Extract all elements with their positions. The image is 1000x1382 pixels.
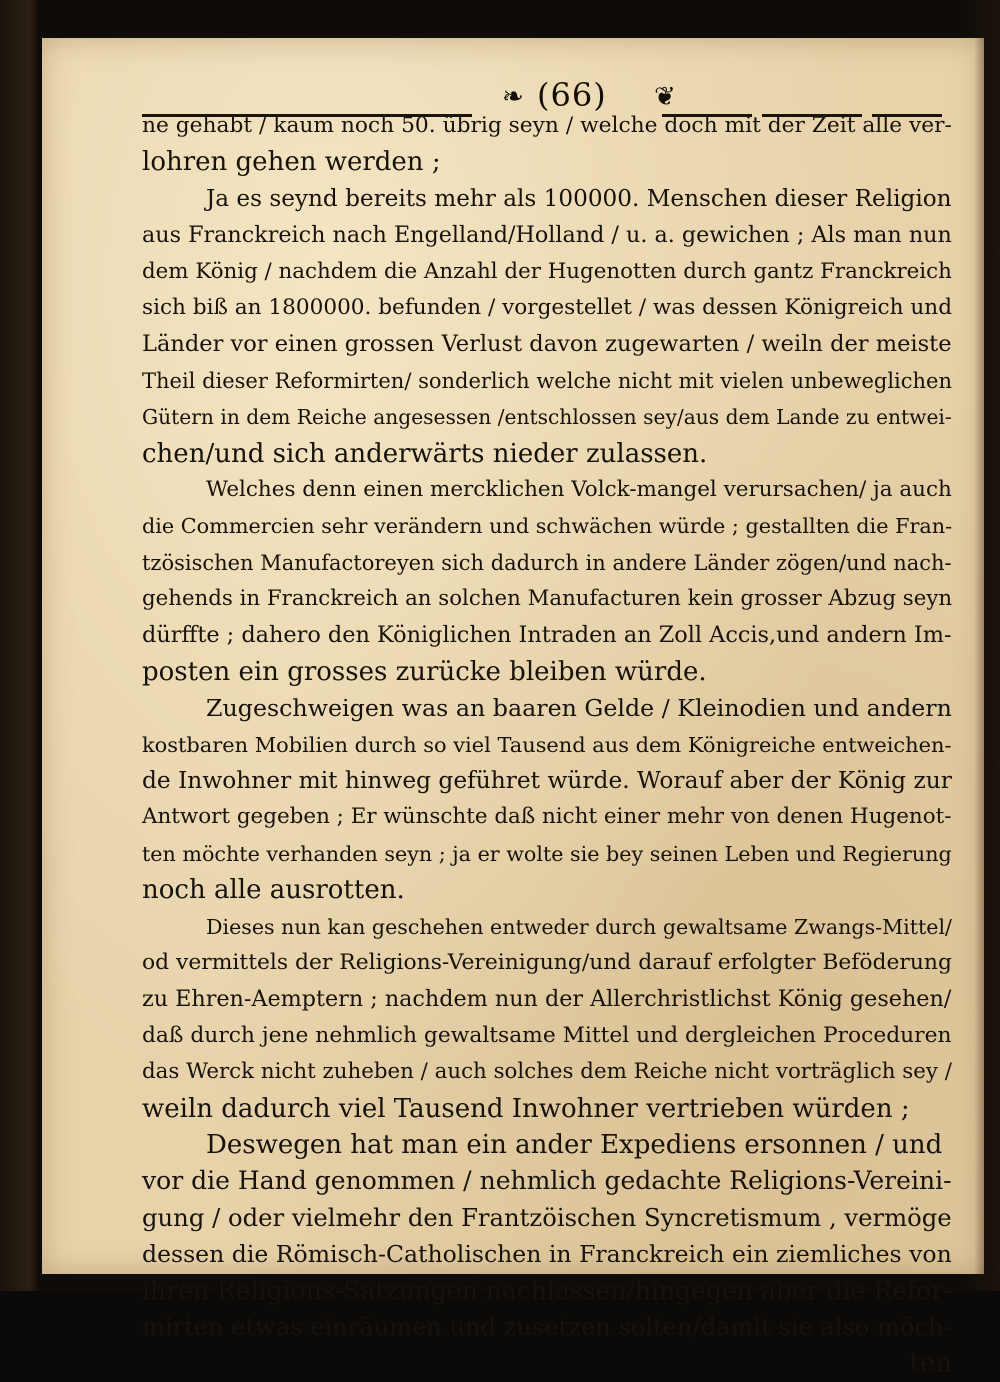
text-line: aus Franckreich nach Engelland/Holland / u. a. gewichen ; Als man nun	[142, 222, 952, 249]
text-line: de Inwohner mit hinweg geführet würde. Worauf aber der König zur	[142, 767, 952, 795]
text-line: od vermittels der Religions-Vereinigung/und darauf erfolgter Beföderung	[142, 949, 952, 975]
text-line: dessen die Römisch-Catholischen in Franckreich ein ziemliches von	[142, 1240, 952, 1269]
text-line: vor die Hand genommen / nehmlich gedachte Religions-Vereini-	[142, 1166, 952, 1196]
text-line: ten möchte verhanden seyn ; ja er wolte sie bey seinen Leben und Regierung	[142, 841, 952, 866]
text-line: Welches denn einen mercklichen Volck-mangel verursachen/ ja auch	[206, 476, 952, 502]
text-line: das Werck nicht zuheben / auch solches dem Reiche nicht vorträglich sey /	[142, 1059, 952, 1085]
text-line: chen/und sich anderwärts nieder zulassen.	[142, 438, 708, 469]
text-line: tzösischen Manufactoreyen sich dadurch in andere Länder zögen/und nach-	[142, 550, 952, 575]
text-line: zu Ehren-Aemptern ; nachdem nun der Allerchristlichst König gesehen/	[142, 986, 952, 1013]
book-page	[42, 38, 984, 1379]
text-line: kostbaren Mobilien durch so viel Tausend aus dem Königreiche entweichen-	[142, 732, 952, 757]
text-line: mirten etwas einräumen und zusetzen solten/damit sie also möch-	[142, 1312, 952, 1341]
text-line: ne gehabt / kaum noch 50. übrig seyn / welche doch mit der Zeit alle ver-	[142, 113, 952, 138]
text-line: Deswegen hat man ein ander Expediens ersonnen / und	[206, 1129, 943, 1160]
text-line: gung / oder vielmehr den Frantzöischen Syncretismum , vermöge	[142, 1202, 952, 1232]
text-line: dem König / nachdem die Anzahl der Hugenotten durch gantz Franckreich	[142, 258, 952, 284]
text-line: dürffte ; dahero den Königlichen Intraden an Zoll Accis,und andern Im-	[142, 622, 952, 649]
text-line: Gütern in dem Reiche angesessen /entschlossen sey/aus dem Lande zu entwei-	[142, 405, 952, 430]
page-number: (66)	[537, 76, 607, 114]
text-line: Theil dieser Reformirten/ sonderlich welche nicht mit vielen unbeweglichen	[142, 368, 953, 393]
page-header	[142, 56, 942, 116]
text-line: die Commercien sehr verändern und schwächen würde ; gestallten die Fran-	[142, 514, 953, 539]
text-line: Dieses nun kan geschehen entweder durch gewaltsame Zwangs-Mittel/	[206, 914, 952, 939]
text-line: Länder vor einen grossen Verlust davon zugewarten / weiln der meiste	[142, 331, 952, 358]
text-line: lohren gehen werden ;	[142, 147, 441, 178]
text-line: ihren Religions-Satzungen nachlassen/hingegen aber die Refor-	[142, 1275, 952, 1305]
text-line: posten ein grosses zurücke bleiben würde.	[142, 656, 707, 687]
text-line: daß durch jene nehmlich gewaltsame Mittel und dergleichen Proceduren	[142, 1022, 952, 1048]
fleuron-left-icon: ❧	[502, 82, 524, 112]
body-text	[142, 108, 952, 1382]
text-line: Ja es seynd bereits mehr als 100000. Menschen dieser Religion	[206, 185, 952, 212]
catchword: ten	[909, 1348, 952, 1379]
fleuron-right-icon: ❦	[654, 82, 676, 112]
text-line: sich biß an 1800000. befunden / vorgestellet / was dessen Königreich und	[142, 294, 953, 320]
text-line: weiln dadurch viel Tausend Inwohner vertrieben würden ;	[142, 1093, 910, 1124]
text-line: gehends in Franckreich an solchen Manufacturen kein grosser Abzug seyn	[142, 586, 953, 612]
text-line: noch alle ausrotten.	[142, 875, 405, 906]
text-line: Zugeschweigen was an baaren Gelde / Kleinodien und andern	[206, 694, 952, 723]
text-line: Antwort gegeben ; Er wünschte daß nicht einer mehr von denen Hugenot-	[142, 804, 952, 830]
